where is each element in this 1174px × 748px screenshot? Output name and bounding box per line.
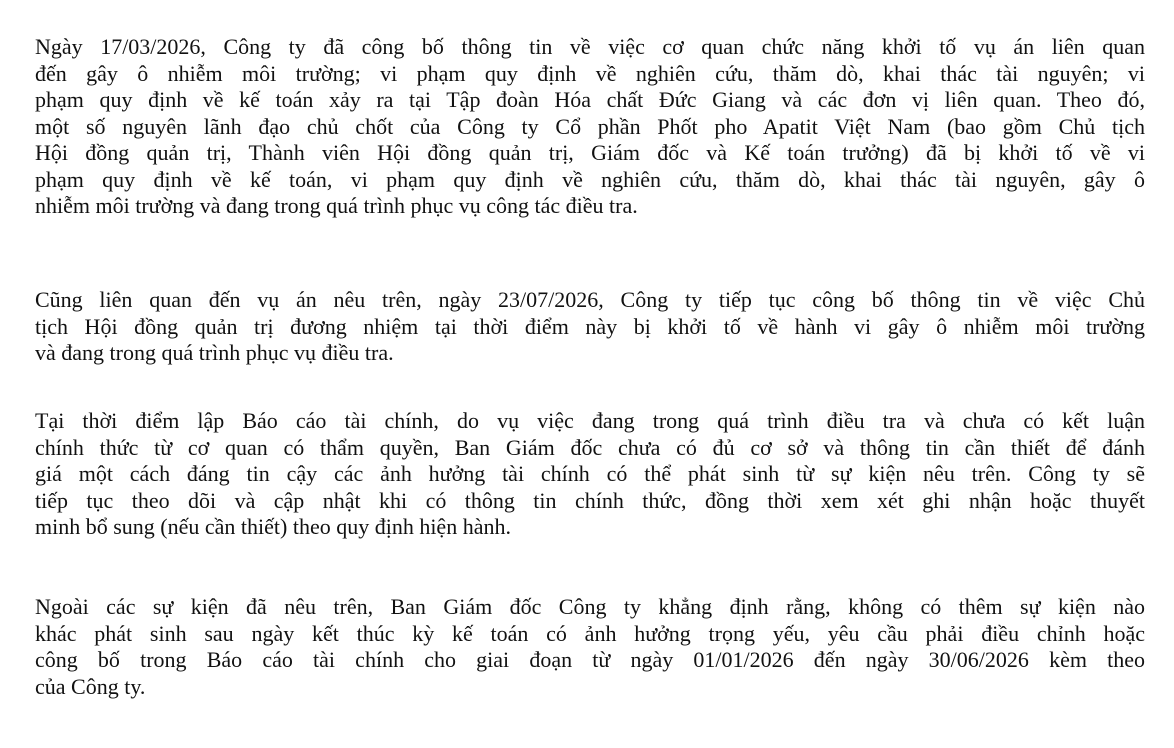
paragraph-financial-impact-assessment	[35, 408, 1145, 541]
text-line: của Công ty.	[35, 673, 146, 699]
paragraph-no-other-events	[35, 594, 1145, 700]
text-line: nhiễm môi trường và đang trong quá trình phục vụ công tác điều tra.	[35, 193, 638, 218]
text-line: đến gây ô nhiễm môi trường; vi phạm quy định về nghiên cứu, thăm dò, khai thác tài nguyên; vi	[35, 60, 1145, 86]
text-line: và đang trong quá trình phục vụ điều tra.	[35, 340, 394, 365]
text-line: tiếp tục theo dõi và cập nhật khi có thông tin chính thức, đồng thời xem xét ghi nhận hoặc thuyết	[35, 487, 1145, 513]
paragraph-chairman-prosecution	[35, 287, 1145, 367]
text-line: Cũng liên quan đến vụ án nêu trên, ngày 23/07/2026, Công ty tiếp tục công bố thông tin về việc Chủ	[35, 287, 1145, 312]
paragraph-criminal-case-announcement	[35, 34, 1145, 220]
text-line: giá một cách đáng tin cậy các ảnh hưởng tài chính có thể phát sinh từ sự kiện nêu trên. Công ty sẽ	[35, 461, 1145, 486]
text-line: Ngày 17/03/2026, Công ty đã công bố thông tin về việc cơ quan chức năng khởi tố vụ án liên quan	[35, 34, 1145, 59]
text-line: công bố trong Báo cáo tài chính cho giai đoạn từ ngày 01/01/2026 đến ngày 30/06/2026 kèm theo	[35, 647, 1145, 672]
text-line: tịch Hội đồng quản trị đương nhiệm tại thời điểm này bị khởi tố về hành vi gây ô nhiễm môi trường	[35, 313, 1145, 339]
text-line: một số nguyên lãnh đạo chủ chốt của Công ty Cổ phần Phốt pho Apatit Việt Nam (bao gồm Chủ tịch	[35, 113, 1145, 139]
text-line: Tại thời điểm lập Báo cáo tài chính, do vụ việc đang trong quá trình điều tra và chưa có kết luận	[35, 408, 1145, 433]
text-line: Hội đồng quản trị, Thành viên Hội đồng quản trị, Giám đốc và Kế toán trưởng) đã bị khởi tố về vi	[35, 140, 1145, 165]
text-line: phạm quy định về kế toán, vi phạm quy định về nghiên cứu, thăm dò, khai thác tài nguyên, gây ô	[35, 166, 1145, 192]
text-line: phạm quy định về kế toán xảy ra tại Tập đoàn Hóa chất Đức Giang và các đơn vị liên quan. Theo đó,	[35, 87, 1145, 112]
text-line: chính thức từ cơ quan có thẩm quyền, Ban Giám đốc chưa có đủ cơ sở và thông tin cần thiết để đánh	[35, 434, 1145, 460]
text-line: khác phát sinh sau ngày kết thúc kỳ kế toán có ảnh hưởng trọng yếu, yêu cầu phải điều chỉnh hoặc	[35, 620, 1145, 646]
text-line: minh bổ sung (nếu cần thiết) theo quy định hiện hành.	[35, 514, 511, 539]
text-line: Ngoài các sự kiện đã nêu trên, Ban Giám đốc Công ty khẳng định rằng, không có thêm sự kiện nào	[35, 594, 1145, 619]
